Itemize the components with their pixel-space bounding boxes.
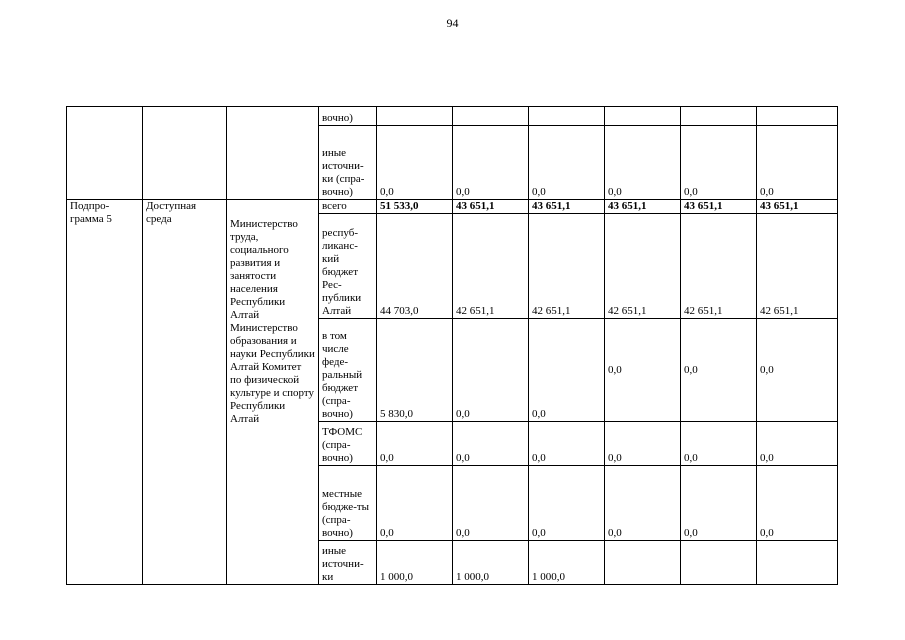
value-cell: 43 651,1 <box>757 200 838 214</box>
source-cell: респуб-ликанс-кий бюджет Рес-публики Алтай <box>319 214 377 319</box>
value-cell: 0,0 <box>377 466 453 541</box>
value-cell: 1 000,0 <box>377 541 453 585</box>
empty-cell <box>67 107 143 200</box>
value-cell: 1 000,0 <box>453 541 529 585</box>
value-cell: 42 651,1 <box>453 214 529 319</box>
value-cell: 0,0 <box>453 319 529 422</box>
value-cell: 0,0 <box>605 319 681 422</box>
value-cell: 1 000,0 <box>529 541 605 585</box>
source-cell: в том числе феде-ральный бюджет (спра-вочно) <box>319 319 377 422</box>
value-cell: 0,0 <box>757 422 838 466</box>
value-cell: 0,0 <box>453 466 529 541</box>
value-cell: 0,0 <box>605 422 681 466</box>
value-cell: 0,0 <box>453 126 529 200</box>
budget-table <box>66 106 838 585</box>
value-cell: 51 533,0 <box>377 200 453 214</box>
value-cell: 0,0 <box>681 319 757 422</box>
value-cell <box>529 107 605 126</box>
value-cell: 42 651,1 <box>681 214 757 319</box>
source-cell: иные источни-ки (спра-вочно) <box>319 126 377 200</box>
executor-cell <box>227 200 319 585</box>
value-cell: 43 651,1 <box>605 200 681 214</box>
value-cell: 0,0 <box>605 126 681 200</box>
value-cell: 5 830,0 <box>377 319 453 422</box>
value-cell: 0,0 <box>757 466 838 541</box>
value-cell: 0,0 <box>453 422 529 466</box>
value-cell: 0,0 <box>529 466 605 541</box>
value-cell <box>377 107 453 126</box>
table-row <box>67 200 838 214</box>
value-cell: 0,0 <box>377 422 453 466</box>
value-cell: 42 651,1 <box>605 214 681 319</box>
value-cell: 0,0 <box>757 126 838 200</box>
value-cell <box>605 107 681 126</box>
value-cell: 0,0 <box>529 422 605 466</box>
source-cell: местные бюдже-ты (спра-вочно) <box>319 466 377 541</box>
value-cell: 43 651,1 <box>453 200 529 214</box>
executor-text: Министерство труда, социального развития и занятости населения Республики Алтай Министерство образования и науки Республики Алтай Комитет по физической культуре и спорту Республики Алтай <box>230 218 315 425</box>
value-cell: 42 651,1 <box>529 214 605 319</box>
table-row <box>67 107 838 126</box>
value-cell <box>681 541 757 585</box>
subprogram-name: Доступная среда <box>143 200 227 585</box>
value-cell: 43 651,1 <box>529 200 605 214</box>
value-cell: 0,0 <box>605 466 681 541</box>
value-cell: 0,0 <box>529 319 605 422</box>
value-cell: 0,0 <box>681 422 757 466</box>
value-cell <box>453 107 529 126</box>
source-cell: всего <box>319 200 377 214</box>
page-number: 94 <box>446 16 459 30</box>
value-cell: 0,0 <box>681 126 757 200</box>
value-cell: 44 703,0 <box>377 214 453 319</box>
value-cell <box>757 541 838 585</box>
empty-cell <box>227 107 319 200</box>
empty-cell <box>143 107 227 200</box>
value-cell: 0,0 <box>529 126 605 200</box>
value-cell <box>605 541 681 585</box>
source-cell: вочно) <box>319 107 377 126</box>
value-cell: 42 651,1 <box>757 214 838 319</box>
subprogram-label: Подпро-грамма 5 <box>67 200 143 585</box>
source-cell: иные источни-ки <box>319 541 377 585</box>
value-cell: 0,0 <box>757 319 838 422</box>
value-cell: 0,0 <box>377 126 453 200</box>
value-cell: 43 651,1 <box>681 200 757 214</box>
source-cell: ТФОМС (спра-вочно) <box>319 422 377 466</box>
value-cell <box>681 107 757 126</box>
value-cell <box>757 107 838 126</box>
value-cell: 0,0 <box>681 466 757 541</box>
